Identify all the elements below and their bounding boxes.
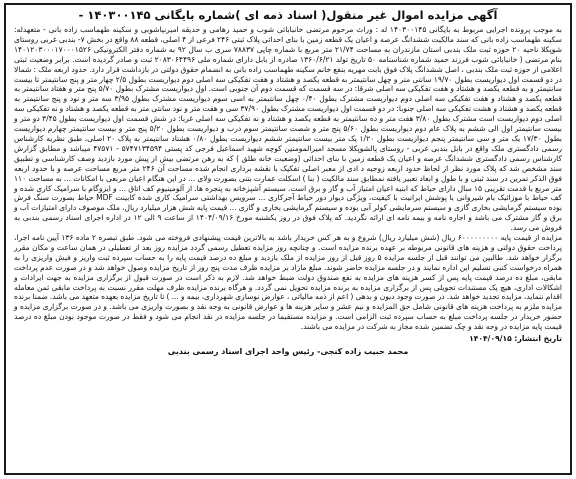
auction-notice: [4, 3, 572, 475]
notice-paragraph-2: مزایده از قیمت پایه ۶۰۰۰۰۰۰۰۰۰ ریال (شش میلیارد ریال) شروع و به هر کس خریدار باشد به بالاترین قیمت پیشنهادی فروخته می شود. طبق تبصره ۲ ماده ۱۳۶ آیین نامه اجرا، پرداخت حقوق دولتی و هزینه های قانونی مربوطه بر عهده برنده مزایده است. و چنانچه روز مزایده تعطیل رسمی گردد مزایده روز بعد از تعطیلی در همان ساعت و مکان مقرر برگزار خواهد شد. طالبین می توانند قبل از جلسه مزایده ۵ روز قبل از روز مزایده از ملک بازدید و مبلغ ده درصد قیمت پایه را به حساب سپرده ثبت واریز و فیش واریزی را به همراه درخواست کتبی تسلیم این اداره نمایند و در جلسه مزایده حاضر شوند. مبلغ مازاد بر مزایده ظرف مدت پنج روز از تاریخ مزایده وصول خواهد شد و در صورت عدم پرداخت مابقی، مبلغ ده درصد قیمت پایه پس از کسر هزینه های مزایده به نفع صندوق دولت ضبط خواهد شد. لازم به ذکر است در صورت قبول از برگزاری مزایده به جهت ایرادات و اشکالات اداری، هیچ یک مستندات تحویلی پس از برگزاری مزایده به برنده مزایده تحویل نمی گردد. و هرگاه برنده مزایده ظرف مهلت مقرر نسبت به پرداخت مابقی ثمن معامله اقدام ننماید، مزایده تجدید خواهد شد. در صورت وجود دیون و بدهی ( اعم از ذمه مالیاتی ، عوارض نوسازی شهرداری، بیمه و ... ) تا تاریخ مزایده بعهده متعهد می باشد. ضمنا برنده مزایده ملزم به پرداخت هزینه های قانونی شامل حق المزایده و نیم عشر و سایر هزینه ها و عوارض قانونی به وجه نقد و بصورت واریزی می باشد. و در صورت برگزاری مزایده و حضور خریدار در جلسه پرداخت مبلغ به حساب سپرده ثبت الزامی است. و مزایده مستقیما در جلسه مزایده در نقد انجام می شود و فقط در صورت موجود بودن مبلغ ده درصد قیمت پایه مزایده در وجه نقد و چک تضمین شده مجاز به شرکت در مزایده می باشند.: [14, 233, 563, 332]
notice-title: آگهی مزایده اموال غیر منقول( اسناد ذمه ای )شماره بایگانی ۱۴۰۳۰۰۱۴۵ -: [78, 8, 498, 22]
notice-paragraph-1: به موجب پرونده اجرایی مربوط به بایگانی ۱۴۰۳۰۰۱۴۵ له : وراث مرحوم مرتضی خانبابائی شوب و حمید رهامی و حدیقه امیرنیاشوبی و سکینه طهماسب زاده بانی - متعهدله: سکینه طهماسب زاده بانی که سند مالکیت ششدانگ عرصه و اعیان یک قطعه زمین با بنای احداثی پلاک ثبتی ۲۴۶ فرعی از ۴ اصلی، قطعه ۸۸ واقع در بخش ۷- بندبی غربی روستای شوپکلا ناحیه ۲۰ حوزه ثبت ملک بندبی استان مازندران به مساحت ۲۱/۷۴ متر مربع با شماره چاپی ۷۸۸۳۷ سری ب سال ۹۲ به شماره دفتر الکترونیکی ۱۴۰۱۲۰۳۰۰۰۱۷۰۰۰۱۵۲۶ بنام مرتضی ( خانبابائی شوب فرزند حمید شماره شناسنامه ۵۰ تاریخ تولد ۱۳۶۰/۶/۲۱ صادره از بابل دارای شماره ملی ۲۰۸۳۰۶۴۴۹۶ ثبت و صادر گردیده است. برابر وضعیت ثبتی اعلامی از حوزه ثبت ملک بندبی ، اصل ششدانگ پلاک فوق بابت مهریه بنفع خانم سکینه طهماسب زاده بانی به انضمام حقوق دولتی در بازداشت قرار دارد. حدود اربعه ملک : شمالا در دو قسمت اول دیواریست بطول ۱۹/۷۰ سانتی متر و چهل سانتیمتر به قطعه یکصد و هشتاد و هفت تفکیکی سه اصلی دوم دیواریست بطول ۲/۵ چهار متر و پنج سانتیمتر تا بیست سانتیمتر و به قطعه یکصد و هشتاد و هفت تفکیکی سه اصلی شرقا: در سه قسمت که قسمت دوم آن جنوبی است. اول دیواریست مشترک بطول ۵/۷۰ پنج متر و هفتاد سانتیمتر به قطعه یکصد و هشتاد و هفت تفکیکی سه اصلی دوم دیواریست مشترک بطول ۰/۴۰ چهل سانتیمتر به اسی سوم دیواریست مشترک بطول ۳/۹۵ سه متر و نود و پنج سانتیمتر به قطعه یکصد و هشتاد و هشت تفکیکی سه اصلی جنوبا: در دو قسمت اول دیواریست مشترک بطول ۳۷/۹۰ سی و هفت متر و نود سانتی متر به قطعه یکصد و هشتاد و نه تفکیکی سه اصلی دوم دیواریست است مشترک بطول ۳/۸۰ هفت متر و ده سانتیمتر به قطعه یکصد و هشتاد و نه تفکیکی سه اصلی غربا: در شش قسمت اول دیواریست بطول ۳/۴۵ دو متر و بیست سانتیمتر اول الی ششم به پلاک عام دوم دیواریست بطول ۵/۶۰ پنج متر و شصت سانتیمتر سوم درب و دیواریست بطول ۵/۲۰ پنج متر و بیست سانتیمتر چهارم دیواریست بطول ۱۷/۳۰ یک متر و سی سانتیمتر پنجم دیواریست بطول ۱/۲۰ یک متر بیست سانتیمتر ششم دیواریست بطول ۰/۸۰ هشتاد سانتیمتر به پلاک ۲۰ اصلی، طبق نظریه کارشناس رسمی دادگستری ملک واقع در بابل بندبی غربی - روستای پالشوپکلا مسجد امیرالمومنین کوچه شهید اسماعیل فرجی کد پستی ۵۷۴۷۱۳۴۵۹۴ - ۴۷۵۷۱ میباشد و مطابق گزارش کارشناس رسمی دادگستری ششدانگ عرصه و اعیان یک قطعه زمین با بنای احداثی (وضعیت خانه طلق ) که به رهن مرتضی بیش از پیش مورد بازدید وصف کارشناسی و تطبیق سند مشخص شد که پلاک مورد نظر از لحاظ حدود اربعه زوجیه د ادی از معبر اصلی تفکیک با نقشه برداری انجام شده مساحت آن ۲۴۶ متر مربع مساحت عرصه و با حدود اربعه فوق الذکر تمرین در سند ثبتی و با طول و ابعاد تعبیر یافته نمطابق سند مالکیت ( بنا ) اسکلت عمارت بتنی بصورت ولای ... در این هنگام اعیان مربعی با امکانات ... به مساحت ۱۱۰ متر مربع با قدمت تقریبی ۱۵ سال دارای حیاط که ابنیه اعیان امتیاز آب و گاز و برق است. سیستم آشپزخانه به پنجره ها. از آلومینیوم کف اتاق ... و ایزوگام با سرامیک کاری شده و کف حیاط با موزائیک بام شیروانی با پوشش ایرانیت با کیفیت، ویژگی دیوار دور حیاط آجرکاری ... سرویس بهداشتی سرامیک کاری شده کابینت MDF حیاط بصورت سنگ فرش بوده سیستم گرمایشی بخاری گازی و سیستم سرمایشی کولر آبی بوده و سیستم گرمایشی بخاری و گازی ... قیمت پایه شش هزار میلیارد ریال، ملک موصوف دارای امتیازات آب و برق و گاز مشترک می باشد و اجاره نامه و بیمه نامه ای ارائه نگردید. که پلاک فوق در روز یکشنبه مورخ ۱۴۰۴/۰۹/۱۶ از ساعت ۹ الی ۱۲ در اداره اجرای اسناد رسمی بندبی به فروش می رسد.: [14, 25, 563, 233]
notice-body: [14, 25, 562, 332]
publish-date: تاریخ انتشار: ۱۴۰۴/۰۹/۱۵: [469, 334, 562, 344]
signature: محمد حبیب زاده کنجی- رئیس واحد اجرای اسناد رسمی بندبی: [167, 347, 409, 357]
